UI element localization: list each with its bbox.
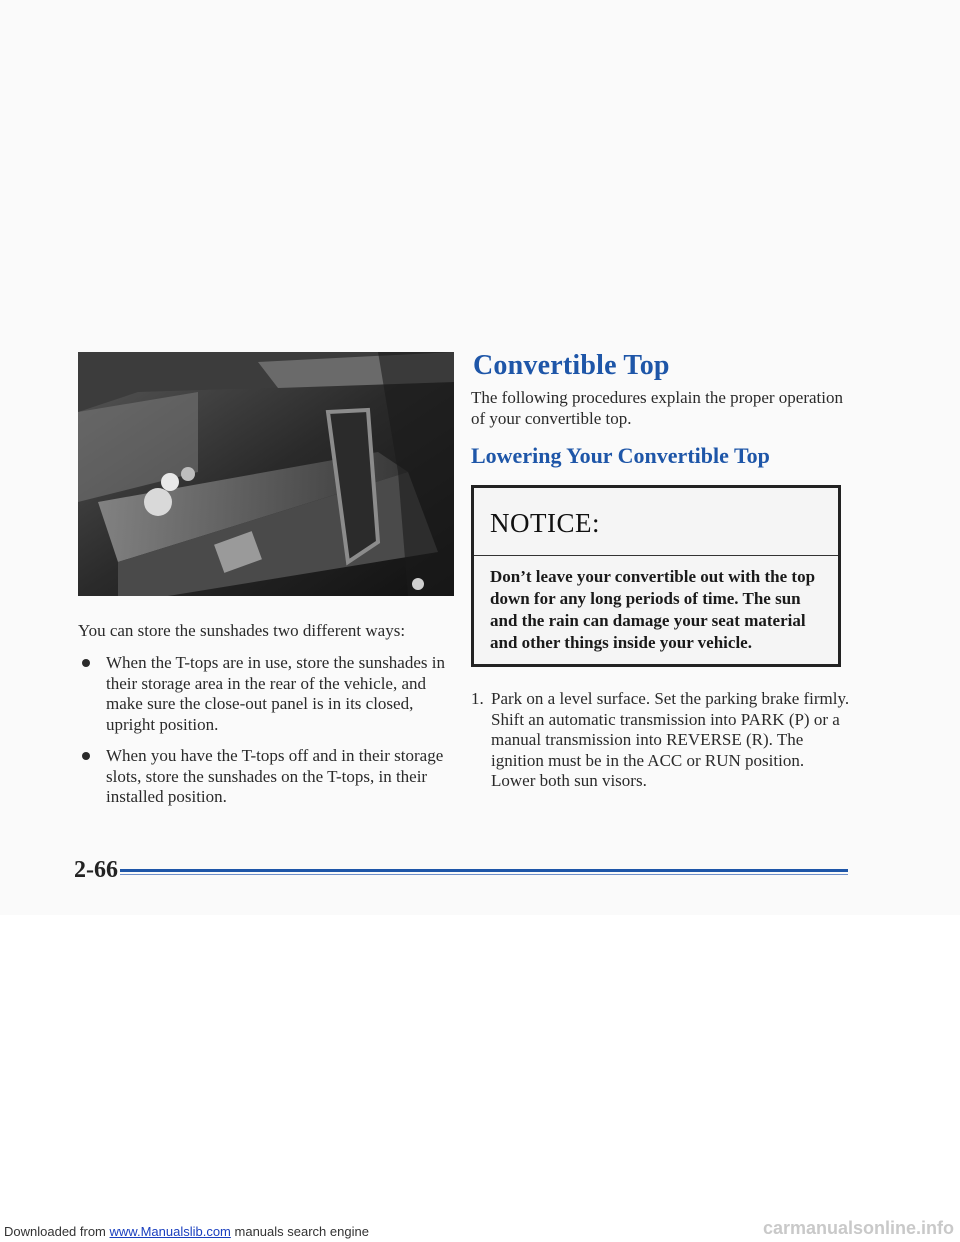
bullet-text: When you have the T-tops off and in their storage slots, store the sunshades on the T-tops, in their installed position. bbox=[106, 746, 444, 806]
notice-text: Don’t leave your convertible out with the top down for any long periods of time. The sun and the rain can damage your seat material and other things inside your vehicle. bbox=[490, 567, 816, 652]
step-text: Park on a level surface. Set the parking brake firmly. Shift an automatic transmission into PARK (P) or a manual transmission into REVERSE (R). The ignition must be in the ACC or RUN position. Lower both sun visors. bbox=[491, 689, 850, 790]
manualslib-link[interactable]: www.Manualslib.com bbox=[109, 1224, 231, 1239]
notice-label: NOTICE: bbox=[474, 488, 838, 556]
right-column bbox=[471, 350, 851, 792]
storage-intro: You can store the sunshades two different ways: bbox=[78, 621, 406, 640]
footer-rule bbox=[120, 869, 848, 872]
bullet-icon bbox=[82, 752, 90, 760]
sunshade-storage-photo bbox=[78, 352, 454, 596]
footer-rule-thin bbox=[120, 874, 848, 875]
bullet-text: When the T-tops are in use, store the sunshades in their storage area in the rear of the vehicle, and make sure the close-out panel is in its closed, upright position. bbox=[106, 653, 445, 734]
page-margin bbox=[0, 915, 960, 1242]
bullet-icon bbox=[82, 659, 90, 667]
section-intro: The following procedures explain the proper operation of your convertible top. bbox=[471, 388, 843, 428]
bullet-item bbox=[78, 653, 458, 735]
download-suffix: manuals search engine bbox=[234, 1224, 369, 1239]
page-number: 2-66 bbox=[74, 857, 118, 883]
site-watermark: carmanualsonline.info bbox=[762, 1218, 954, 1238]
left-column bbox=[78, 620, 458, 819]
bullet-item bbox=[78, 746, 458, 808]
download-footer bbox=[4, 1224, 369, 1239]
step-number: 1. bbox=[471, 689, 484, 708]
section-title: Convertible Top bbox=[473, 350, 670, 381]
step-item bbox=[471, 689, 851, 792]
notice-box bbox=[471, 485, 841, 667]
download-prefix: Downloaded from bbox=[4, 1224, 106, 1239]
subsection-title: Lowering Your Convertible Top bbox=[471, 443, 770, 468]
